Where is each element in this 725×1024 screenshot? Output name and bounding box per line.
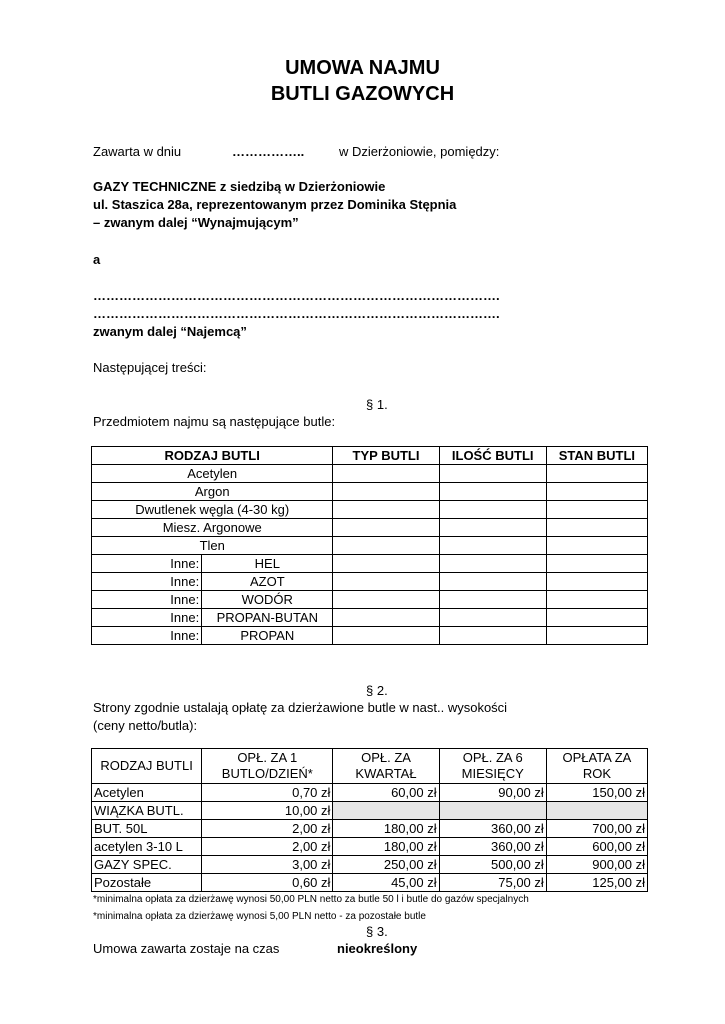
- inne-label: Inne:: [92, 573, 202, 591]
- cell-quarter: 180,00 zł: [333, 820, 439, 838]
- table-row: [92, 820, 648, 838]
- cell-half: 360,00 zł: [439, 820, 546, 838]
- table-row: [92, 874, 648, 892]
- cell-year: 700,00 zł: [546, 820, 647, 838]
- section-3-heading: § 3.: [366, 924, 388, 939]
- section-2-text-2: (ceny netto/butla):: [93, 718, 198, 733]
- party1-line1: GAZY TECHNICZNE z siedzibą w Dzierżoniowie: [93, 179, 386, 194]
- butla-name: Argon: [92, 483, 333, 501]
- cell-name: WIĄZKA BUTL.: [92, 802, 202, 820]
- butla-name: Acetylen: [92, 465, 333, 483]
- cell-half: 360,00 zł: [439, 838, 546, 856]
- cell-name: Acetylen: [92, 784, 202, 802]
- cell-day: 10,00 zł: [202, 802, 333, 820]
- title-line-1: UMOWA NAJMU: [285, 57, 440, 79]
- header-6-miesiecy: OPŁ. ZA 6 MIESIĘCY: [439, 749, 546, 784]
- intro-place: w Dzierżoniowie, pomiędzy:: [339, 144, 500, 159]
- table-row: [92, 465, 648, 483]
- oplaty-table-header: [92, 749, 648, 784]
- inne-label: Inne:: [92, 555, 202, 573]
- table-row: [92, 573, 648, 591]
- table-row: [92, 856, 648, 874]
- table-row: [92, 802, 648, 820]
- cell-name: GAZY SPEC.: [92, 856, 202, 874]
- table-row: [92, 784, 648, 802]
- header-stan: STAN BUTLI: [546, 447, 647, 465]
- butla-name: Miesz. Argonowe: [92, 519, 333, 537]
- intro-zawarta: Zawarta w dniu: [93, 144, 182, 159]
- cell-day: 2,00 zł: [202, 838, 333, 856]
- cell-quarter: 180,00 zł: [333, 838, 439, 856]
- inne-label: Inne:: [92, 609, 202, 627]
- header-ilosc: ILOŚĆ BUTLI: [439, 447, 546, 465]
- header-kwartal: OPŁ. ZA KWARTAŁ: [333, 749, 439, 784]
- party2-label: zwanym dalej “Najemcą”: [93, 324, 247, 339]
- inne-label: Inne:: [92, 591, 202, 609]
- section-2-heading: § 2.: [366, 683, 388, 698]
- and-text: a: [93, 252, 101, 267]
- oplaty-table: [91, 748, 648, 892]
- table-row: [92, 537, 648, 555]
- butla-name: HEL: [202, 555, 333, 573]
- cell-quarter: 60,00 zł: [333, 784, 439, 802]
- header-rok: OPŁATA ZA ROK: [546, 749, 647, 784]
- section-3-value: nieokreślony: [337, 941, 418, 956]
- cell-day: 0,70 zł: [202, 784, 333, 802]
- section-1-text: Przedmiotem najmu są następujące butle:: [93, 414, 336, 429]
- cell-half: 75,00 zł: [439, 874, 546, 892]
- butle-table-header: [92, 447, 648, 465]
- title-line-2: BUTLI GAZOWYCH: [270, 83, 455, 105]
- butla-name: WODÓR: [202, 591, 333, 609]
- party2-dots-2: ………………………………………………………………………………….: [93, 306, 500, 321]
- cell-name: Pozostałe: [92, 874, 202, 892]
- cell-year: 900,00 zł: [546, 856, 647, 874]
- cell-day: 3,00 zł: [202, 856, 333, 874]
- party1-line2: ul. Staszica 28a, reprezentowanym przez Dominika Stępnia: [93, 197, 457, 212]
- cell-year: 600,00 zł: [546, 838, 647, 856]
- cell-quarter: 45,00 zł: [333, 874, 439, 892]
- section-1-heading: § 1.: [366, 397, 388, 412]
- butle-table: [91, 446, 648, 645]
- butla-name: PROPAN: [202, 627, 333, 645]
- table-row: [92, 838, 648, 856]
- table-row: [92, 555, 648, 573]
- cell-half: 90,00 zł: [439, 784, 546, 802]
- cell-name: acetylen 3-10 L: [92, 838, 202, 856]
- party1-line3: – zwanym dalej “Wynajmującym”: [93, 215, 299, 230]
- butla-name: AZOT: [202, 573, 333, 591]
- cell-day: 2,00 zł: [202, 820, 333, 838]
- cell-day: 0,60 zł: [202, 874, 333, 892]
- cell-half: 500,00 zł: [439, 856, 546, 874]
- cell-quarter: 250,00 zł: [333, 856, 439, 874]
- note-1: *minimalna opłata za dzierżawę wynosi 50,00 PLN netto za butle 50 l i butle do gazów specjalnych: [93, 894, 529, 905]
- butla-name: Dwutlenek węgla (4-30 kg): [92, 501, 333, 519]
- butla-name: Tlen: [92, 537, 333, 555]
- table-row: [92, 483, 648, 501]
- note-2: *minimalna opłata za dzierżawę wynosi 5,00 PLN netto - za pozostałe butle: [93, 911, 426, 922]
- cell-name: BUT. 50L: [92, 820, 202, 838]
- party2-dots-1: ………………………………………………………………………………….: [93, 288, 500, 303]
- cell-quarter: [333, 802, 439, 820]
- section-2-text-1: Strony zgodnie ustalają opłatę za dzierżawione butle w nast.. wysokości: [93, 700, 508, 715]
- cell-year: 125,00 zł: [546, 874, 647, 892]
- inne-label: Inne:: [92, 627, 202, 645]
- cell-year: 150,00 zł: [546, 784, 647, 802]
- section-3-text: Umowa zawarta zostaje na czas: [93, 941, 280, 956]
- table-row: [92, 591, 648, 609]
- butla-name: PROPAN-BUTAN: [202, 609, 333, 627]
- header-rodzaj: RODZAJ BUTLI: [92, 447, 333, 465]
- table-row: [92, 627, 648, 645]
- table-row: [92, 519, 648, 537]
- header-typ: TYP BUTLI: [333, 447, 439, 465]
- header-dzien: OPŁ. ZA 1 BUTLO/DZIEŃ*: [202, 749, 333, 784]
- intro-date-dots: ……………..: [232, 144, 305, 159]
- nastepujacej-tresci: Następującej treści:: [93, 360, 207, 375]
- table-row: [92, 609, 648, 627]
- header-rodzaj: RODZAJ BUTLI: [92, 749, 202, 784]
- cell-year: [546, 802, 647, 820]
- table-row: [92, 501, 648, 519]
- cell-half: [439, 802, 546, 820]
